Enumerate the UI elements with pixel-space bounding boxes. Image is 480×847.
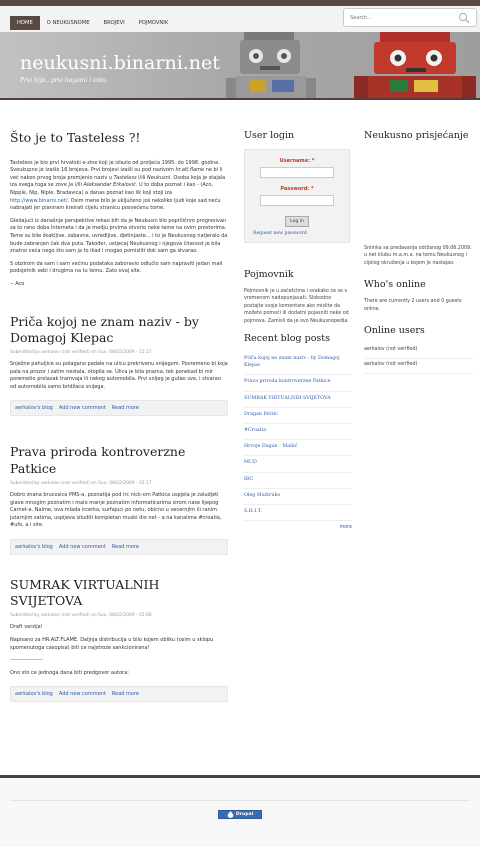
post-title: Što je to Tasteless ?! — [10, 130, 141, 145]
post-title[interactable]: Prava priroda kontroverzne Patkice — [10, 444, 186, 476]
post-tasteless — [10, 130, 228, 289]
search-box — [343, 8, 477, 27]
online-user[interactable]: aerkalov (not verified) — [364, 359, 474, 374]
add-comment-link[interactable]: Add new comment — [58, 405, 106, 412]
post-signature: -- Aco — [10, 280, 25, 287]
online-user[interactable]: aerkalov (not verified) — [364, 344, 474, 359]
recent-posts-block — [244, 333, 352, 530]
login-button[interactable]: Log in — [285, 216, 309, 227]
recent-post-link[interactable]: S.H.I.T. — [244, 505, 352, 521]
blog-link[interactable]: aerkalov's blog — [15, 543, 53, 550]
blog-link[interactable]: aerkalov's blog — [15, 405, 53, 412]
post-patkica — [10, 444, 228, 554]
recent-post-link[interactable]: Hrvoje Dagan - Mailić — [244, 440, 352, 456]
drupal-badge-label: Drupal — [235, 812, 254, 817]
post-links — [10, 539, 228, 555]
blog-link[interactable]: aerkalov's blog — [15, 691, 53, 698]
pojmovnik-text: Pojmovnik je u začetcima i svakako će se s vremenom nadopunjavati. Slobodno postajte svoje komentare ako mislite da možete pomoći ili dodatni pojasniti neke od pojmova. Zamisli da je ovo Neukusnopedia. — [244, 289, 349, 324]
drupal-badge[interactable] — [218, 810, 262, 819]
nav-home[interactable]: HOME — [10, 16, 40, 30]
username-field[interactable] — [260, 167, 334, 178]
recent-post-link[interactable]: MUD — [244, 456, 352, 472]
recent-post-link[interactable]: Prava priroda kontroverzne Patkice — [244, 375, 352, 391]
recent-post-link[interactable]: Oleg Maštruko — [244, 489, 352, 505]
search-input[interactable] — [344, 9, 454, 26]
search-icon[interactable] — [458, 12, 470, 24]
read-more-link[interactable]: Read more — [111, 543, 139, 550]
username-label: Username: * — [279, 158, 315, 164]
post-title[interactable]: SUMRAK VIRTUALNIH SVIJETOVA — [10, 576, 160, 609]
online-users-title: Online users — [364, 325, 425, 337]
post-paragraph: Tasteless je bio prvi hrvatski e-zine koji je izlazio od proljeća 1995. do 1998. godine. Sveukupno je izašlo 16 brojeva. Prvi brojevi izašli su pod nazivom hr.alt.flame ne bi li već nakon prvog broja promjenio naziv u Tasteless i/ili Neukusni. Osoba koja je stajala iza svega toga se zove Ja i/ili Aleksandar Erkalović. U to doba poznat i kao - (Aco, Nipple, Nip, Niple, Bradavica) a danas poznat kao lik koji stoji iza http://www.binarni.net/. Osim mene bilo je uključeno još nekoliko ljudi koje sad neću nabrajati jer planiram kreirati cijelu stranicu posvećenu tome. — [10, 159, 226, 212]
request-password-link[interactable]: Request new password — [253, 231, 307, 236]
add-comment-link[interactable]: Add new comment — [58, 691, 106, 698]
primary-nav — [10, 16, 175, 30]
add-comment-link[interactable]: Add new comment — [58, 543, 106, 550]
post-submitted: Submitted by aerkalov (not verified) on Sun, 08/02/2009 - 15:08 — [10, 613, 152, 619]
read-more-link[interactable]: Read more — [111, 691, 139, 698]
whos-online-title: Who's online — [364, 279, 426, 291]
password-field[interactable] — [260, 195, 334, 206]
recent-post-link[interactable]: Priča kojoj ne znam naziv - by Domagoj Klepac — [244, 352, 352, 375]
whos-online-text: There are currently 2 users and 0 guests online. — [364, 299, 462, 312]
login-title: User login — [244, 130, 295, 141]
post-links — [10, 686, 228, 702]
recent-post-link[interactable]: IRC — [244, 473, 352, 489]
post-paragraph: ------------------ — [10, 657, 43, 664]
red-robot-image — [350, 32, 480, 98]
pojmovnik-title: Pojmovnik — [244, 269, 294, 280]
drupal-drop-icon — [227, 811, 234, 818]
post-paragraph: Dobro znana brucosica PMS-a, poznatija pod irc nick-om Patkica uspjela je zaludjeti glave mnogim poznatim i malo manje poznatim informaticarima sirom nase lijepog Carnet-a. Naime, ova mlada ircerka, surfajuci po netu, obicno u vecernjim ili ranim jutarnjim satima, uspijeva izluditi kompletan muski dio net - a na kanalima #croatia, #ufo, a i sire. — [10, 491, 222, 529]
whos-online-block — [364, 279, 474, 313]
nav-brojevi[interactable]: BROJEVI — [103, 20, 125, 26]
post-paragraph: Draft verzija! — [10, 624, 43, 631]
post-paragraph: Ono sto ce jednoga dana biti predgovor autora: — [10, 669, 129, 676]
recent-post-link[interactable]: #Croatia — [244, 424, 352, 440]
prisjecanje-caption: Snimka sa predavanja održanog 09.06.2009. u net klubu m.a.m.a. na temu Neukusnog i cijelog okruženja u kojem je nastajao. — [364, 246, 472, 266]
post-submitted: Submitted by aerkalov (not verified) on Sun, 08/02/2009 - 15:27 — [10, 350, 152, 356]
recent-post-link[interactable]: SUMRAK VIRTUALNIH SVIJETOVA — [244, 392, 352, 408]
post-paragraph: Napisano za HR.ALT.FLAME. Daljnja distribucija u bilo kojem obliku (osim u sklopu spomenutoga casopisa) biti ce najstroze sankcionirana! — [10, 636, 214, 651]
site-slogan: Prvi bijo...prvi bogami i osto. — [20, 77, 108, 84]
sidebar-middle — [244, 130, 352, 530]
read-more-link[interactable]: Read more — [111, 405, 139, 412]
online-users-block — [364, 325, 474, 374]
post-links — [10, 400, 228, 416]
prisjecanje-title: Neukusno prisjećanje — [364, 130, 469, 141]
recent-posts-title: Recent blog posts — [244, 333, 330, 345]
prisjecanje-block — [364, 130, 474, 267]
recent-posts-list — [244, 352, 352, 521]
post-paragraph: S obzirom da sam i sam većinu podataka zaboravio odlučio sam napraviti jedan mali podsjetnik sebi i drugima na tu temu. Zato ovaj site. — [10, 260, 223, 275]
password-label: Password: * — [280, 186, 314, 192]
silver-robot-image — [226, 32, 326, 98]
user-login-block — [244, 130, 352, 243]
login-form — [244, 149, 350, 243]
post-prica — [10, 314, 228, 417]
site-name[interactable]: neukusni.binarni.net — [20, 52, 220, 74]
main-content — [10, 130, 228, 702]
post-submitted: Submitted by aerkalov (not verified) on Sun, 08/02/2009 - 15:17 — [10, 480, 152, 486]
nav-o-neukusnome[interactable]: O NEUKUSNOME — [46, 20, 90, 26]
header-divider — [0, 98, 480, 100]
post-paragraph: Gledajući iz današnje perspektive rekao bih da je Neukusni bio popriličnro progresivan za to rano doba Interneta i da je medju prvima otvorio neke teme na ovim prostorima. Teme su bile škakljive, zabavne, uvredljive, djetinjaste... i to je Neukusnog natjeralo da bude zabranjen čak dva puta. Također, ustjecaj Neukusnog i njegova čitanost je bila znatno veća nego što sam ja to ikad i mogao pomisliti dok sam ga stvarao. — [10, 217, 228, 255]
video-placeholder[interactable] — [364, 149, 474, 245]
sidebar-right — [364, 130, 474, 374]
post-paragraph: Snježne pahuljice su polagano padale na ulicu prekrivenu snijegom. Povremeno bi koja pala na prozor i zatim nestala, otopila se. Ulica je bila prazna, tek ponekad bi mir poremetio prolazak tramvaja ili nekog automobila. Prvi snijeg je gutao sve, i stvarao od automobila samo bridžaca snijega. — [10, 361, 228, 390]
footer-separator — [10, 800, 470, 801]
more-link[interactable]: more — [339, 525, 352, 531]
recent-post-link[interactable]: Dragan Petric — [244, 408, 352, 424]
post-title[interactable]: Priča kojoj ne znam naziv - by Domagoj Klepac — [10, 313, 199, 345]
nav-pojmovnik[interactable]: POJMOVNIK — [138, 20, 169, 26]
post-sumrak — [10, 577, 228, 702]
pojmovnik-block — [244, 269, 352, 325]
